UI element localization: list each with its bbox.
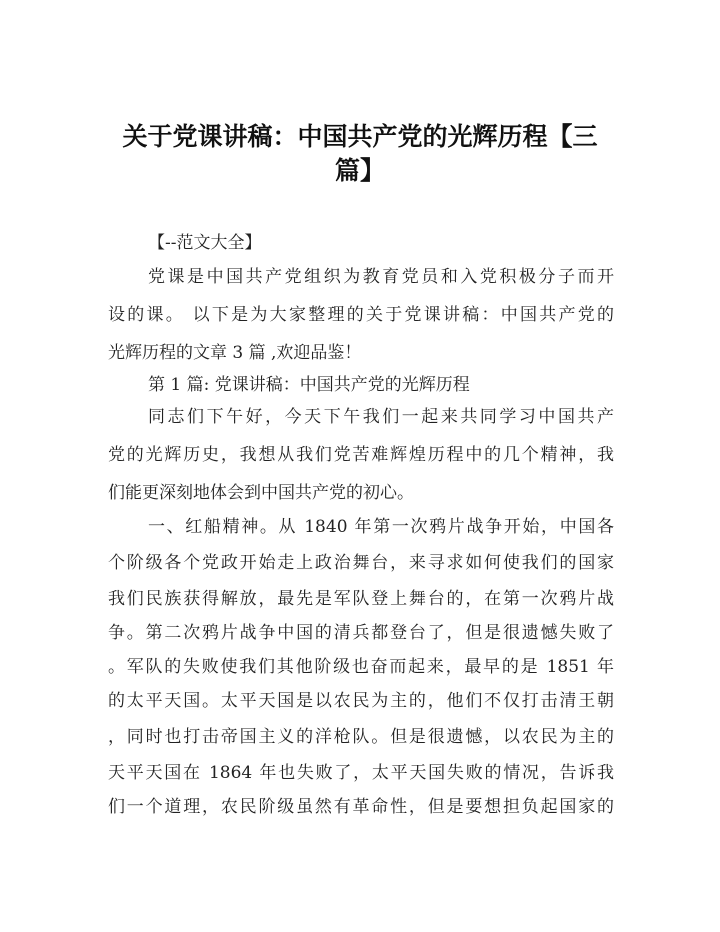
- source-tag: 【--范文大全】: [148, 233, 262, 253]
- paragraph-line: 我们民族获得解放，最先是军队登上舞台的，在第一次鸦片战: [108, 589, 614, 609]
- paragraph-line: 一、红船精神。从 1840 年第一次鸦片战争开始，中国各: [148, 517, 614, 537]
- paragraph-line: 的太平天国。太平天国是以农民为主的，他们不仅打击清王朝: [108, 691, 614, 711]
- paragraph-line: 个阶级各个党政开始走上政治舞台，来寻求如何使我们的国家: [108, 553, 614, 573]
- paragraph-line: 党的光辉历史，我想从我们党苦难辉煌历程中的几个精神，我: [108, 445, 614, 465]
- document-title-line-2: 篇】: [334, 156, 385, 185]
- paragraph-line: 党课是中国共产党组织为教育党员和入党积极分子而开: [148, 267, 614, 287]
- document-title-line-1: 关于党课讲稿：中国共产党的光辉历程【三: [122, 122, 598, 151]
- paragraph-line: 争。第二次鸦片战争中国的清兵都登台了，但是很遗憾失败了: [108, 623, 614, 643]
- paragraph-line: 天平天国在 1864 年也失败了，太平天国失败的情况，告诉我: [108, 763, 614, 783]
- paragraph-line: 。军队的失败使我们其他阶级也奋而起来，最早的是 1851 年: [108, 657, 614, 677]
- paragraph-line: 们能更深刻地体会到中国共产党的初心。: [108, 483, 414, 503]
- paragraph-line: 光辉历程的文章 3 篇 ,欢迎品鉴！: [108, 343, 362, 363]
- paragraph-line: 们一个道理，农民阶级虽然有革命性，但是要想担负起国家的: [108, 797, 614, 817]
- paragraph-line: 同志们下午好，今天下午我们一起来共同学习中国共产: [148, 407, 614, 427]
- paragraph-line: ，同时也打击帝国主义的洋枪队。但是很遗憾，以农民为主的: [108, 727, 614, 747]
- paragraph-line: 设的课。 以下是为大家整理的关于党课讲稿：中国共产党的: [108, 305, 614, 325]
- section-heading: 第 1 篇: 党课讲稿：中国共产党的光辉历程: [148, 375, 470, 395]
